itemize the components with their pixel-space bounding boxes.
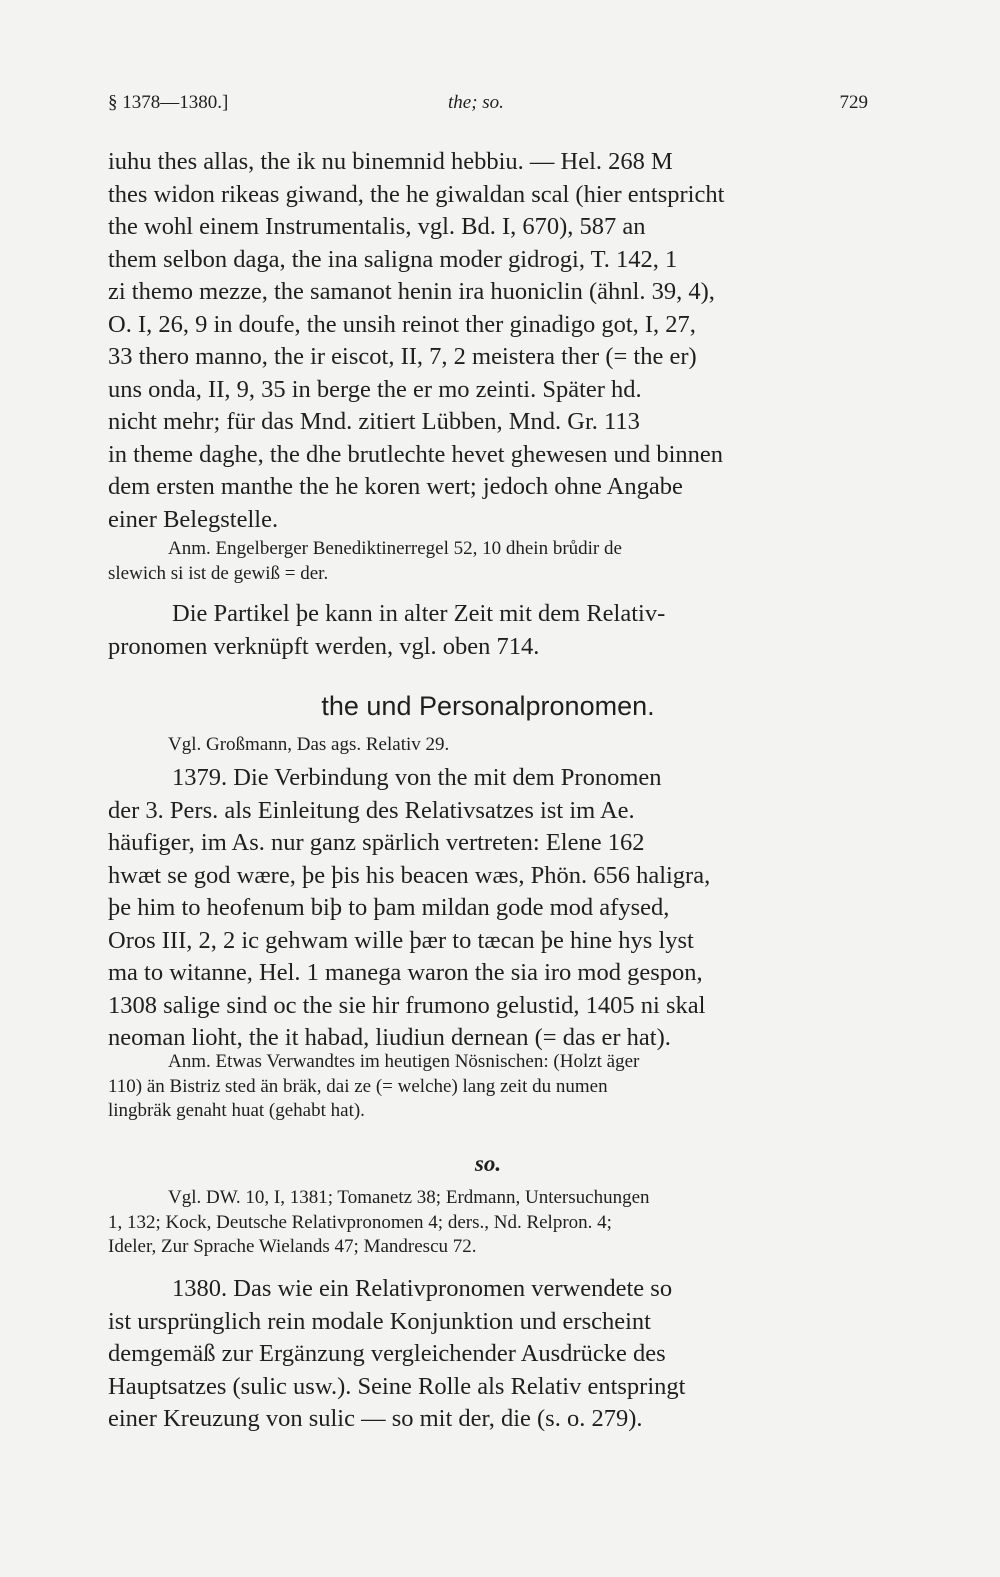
section-heading-the-personalpronomen: the und Personalpronomen. (321, 691, 655, 721)
bib-line: Vgl. DW. 10, I, 1381; Tomanetz 38; Erdmann, Untersuchungen (168, 1187, 650, 1208)
text-line: einer Kreuzung von sulic — so mit der, die (s. o. 279). (108, 1405, 643, 1432)
text-line: O. I, 26, 9 in doufe, the unsih reinot ther ginadigo got, I, 27, (108, 310, 696, 338)
note-line: Anm. Engelberger Benediktinerregel 52, 10 dhein brůdir de (168, 538, 622, 559)
text-line: Oros III, 2, 2 ic gehwam wille þær to tæcan þe hine hys lyst (108, 926, 694, 954)
text-line: 1308 salige sind oc the sie hir frumono gelustid, 1405 ni skal (108, 991, 706, 1019)
page-number: 729 (839, 92, 868, 113)
text-line: häufiger, im As. nur ganz spärlich vertreten: Elene 162 (108, 829, 645, 856)
text-line: zi themo mezze, the samanot henin ira huoniclin (ähnl. 39, 4), (108, 278, 715, 305)
running-header (108, 92, 868, 122)
bib-line: Ideler, Zur Sprache Wielands 47; Mandrescu 72. (108, 1236, 477, 1257)
text-line: einer Belegstelle. (108, 505, 279, 533)
reference-line: Vgl. Großmann, Das ags. Relativ 29. (168, 734, 450, 755)
header-title: the; so. (448, 92, 504, 113)
annotation-noesnisch (108, 1050, 868, 1124)
text-line: the wohl einem Instrumentalis, vgl. Bd. I, 670), 587 an (108, 213, 646, 240)
paragraph-examples-continued (108, 146, 868, 536)
text-line: ist ursprünglich rein modale Konjunktion und erscheint (108, 1307, 651, 1335)
paragraph-partikel (108, 598, 868, 663)
bibliography-so (108, 1186, 868, 1260)
text-line: Hauptsatzes (sulic usw.). Seine Rolle als Relativ entspringt (108, 1372, 686, 1400)
text-line: 33 thero manno, the ir eiscot, II, 7, 2 meistera ther (= the er) (108, 343, 697, 370)
text-line: 1379. Die Verbindung von the mit dem Pronomen (172, 764, 662, 791)
text-line: hwæt se god wære, þe þis his beacen wæs, Phön. 656 haligra, (108, 861, 711, 889)
note-line: 110) än Bistriz sted än bräk, dai ze (= welche) lang zeit du numen (108, 1075, 608, 1097)
text-line: der 3. Pers. als Einleitung des Relativsatzes ist im Ae. (108, 796, 635, 824)
text-line: demgemäß zur Ergänzung vergleichender Ausdrücke des (108, 1340, 666, 1367)
text-line: nicht mehr; für das Mnd. zitiert Lübben, Mnd. Gr. 113 (108, 408, 640, 435)
text-line: thes widon rikeas giwand, the he giwaldan scal (hier entspricht (108, 180, 725, 208)
text-line: them selbon daga, the ina saligna moder gidrogi, T. 142, 1 (108, 245, 678, 273)
text-line: iuhu thes allas, the ik nu binemnid hebbiu. — Hel. 268 M (108, 148, 673, 175)
text-line: 1380. Das wie ein Relativpronomen verwendete so (172, 1275, 673, 1302)
text-line: dem ersten manthe the he koren wert; jedoch ohne Angabe (108, 473, 683, 500)
text-line: þe him to heofenum biþ to þam mildan gode mod afysed, (108, 894, 670, 921)
note-line: slewich si ist de gewiß = der. (108, 562, 329, 584)
paragraph-1380 (108, 1273, 868, 1436)
note-line: lingbräk genaht huat (gehabt hat). (108, 1100, 365, 1121)
paragraph-1379 (108, 762, 868, 1055)
text-line: pronomen verknüpft werden, vgl. oben 714. (108, 632, 540, 660)
header-section-range: § 1378—1380.] (108, 92, 229, 113)
section-reference (108, 733, 868, 758)
text-line: in theme daghe, the dhe brutlechte hevet ghewesen und binnen (108, 440, 724, 468)
bib-line: 1, 132; Kock, Deutsche Relativpronomen 4; ders., Nd. Relpron. 4; (108, 1211, 612, 1233)
text-line: Die Partikel þe kann in alter Zeit mit dem Relativ- (172, 600, 666, 627)
text-line: ma to witanne, Hel. 1 manega waron the sia iro mod gespon, (108, 959, 703, 986)
text-line: uns onda, II, 9, 35 in berge the er mo zeinti. Später hd. (108, 375, 642, 403)
section-heading-so: so. (474, 1151, 502, 1176)
text-line: neoman lioht, the it habad, liudiun dernean (= das er hat). (108, 1024, 671, 1051)
note-line: Anm. Etwas Verwandtes im heutigen Nösnischen: (Holzt äger (168, 1051, 640, 1072)
annotation-engelberger (108, 537, 868, 586)
